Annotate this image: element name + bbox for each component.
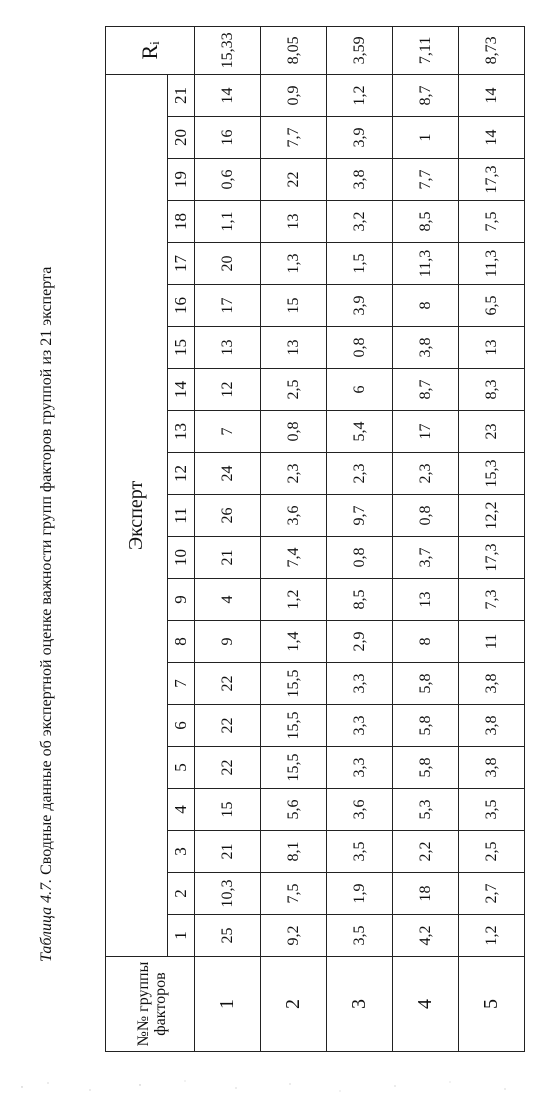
score-cell: 9,2 [261, 915, 327, 957]
score-cell: 15,5 [261, 747, 327, 789]
expert-table [105, 26, 525, 1052]
score-cell: 3,5 [459, 789, 525, 831]
score-cell: 15,5 [261, 705, 327, 747]
score-cell: 14 [195, 74, 261, 116]
score-cell: 4,2 [393, 915, 459, 957]
score-cell: 22 [195, 747, 261, 789]
score-cell: 2,9 [327, 621, 393, 663]
score-cell: 13 [459, 327, 525, 369]
score-cell: 7 [195, 411, 261, 453]
expert-number: 5 [168, 747, 195, 789]
score-cell: 15 [195, 789, 261, 831]
score-cell: 20 [195, 243, 261, 285]
score-cell: 1,2 [327, 74, 393, 116]
expert-number: 4 [168, 789, 195, 831]
score-cell: 3,7 [393, 537, 459, 579]
table-row [327, 26, 393, 1051]
expert-number: 1 [168, 915, 195, 957]
table-row [261, 26, 327, 1051]
score-cell: 13 [261, 327, 327, 369]
score-cell: 5,8 [393, 747, 459, 789]
table-body [195, 26, 525, 1051]
score-cell: 7,5 [459, 201, 525, 243]
score-cell: 11,3 [393, 243, 459, 285]
score-cell: 7,7 [261, 117, 327, 159]
score-cell: 15,5 [261, 663, 327, 705]
expert-header: Эксперт [106, 74, 168, 956]
score-cell: 3,9 [327, 285, 393, 327]
score-cell: 5,8 [393, 663, 459, 705]
expert-number: 21 [168, 74, 195, 116]
expert-number: 16 [168, 285, 195, 327]
expert-number: 10 [168, 537, 195, 579]
group-number-cell: 3 [327, 957, 393, 1052]
score-cell: 8,7 [393, 74, 459, 116]
score-cell: 3,9 [327, 117, 393, 159]
score-cell: 6 [327, 369, 393, 411]
score-cell: 9 [195, 621, 261, 663]
expert-number: 20 [168, 117, 195, 159]
score-cell: 8,5 [393, 201, 459, 243]
score-cell: 8,3 [459, 369, 525, 411]
score-cell: 1,3 [261, 243, 327, 285]
score-cell: 3,8 [393, 327, 459, 369]
score-cell: 3,3 [327, 663, 393, 705]
score-cell: 0,9 [261, 74, 327, 116]
caption-text: Сводные данные об экспертной оценке важности групп факторов группой из 21 эксперта [38, 266, 55, 879]
score-cell: 21 [195, 831, 261, 873]
score-cell: 18 [393, 873, 459, 915]
score-cell: 3,6 [261, 495, 327, 537]
expert-number: 13 [168, 411, 195, 453]
score-cell: 24 [195, 453, 261, 495]
table-row [459, 26, 525, 1051]
score-cell: 13 [393, 579, 459, 621]
expert-number: 7 [168, 663, 195, 705]
score-cell: 16 [195, 117, 261, 159]
score-cell: 9,7 [327, 495, 393, 537]
score-cell: 5,6 [261, 789, 327, 831]
score-cell: 13 [195, 327, 261, 369]
score-cell: 3,8 [459, 705, 525, 747]
r-header: Rᵢ [106, 26, 195, 74]
score-cell: 22 [195, 663, 261, 705]
r-value-cell: 8,05 [261, 26, 327, 74]
score-cell: 1,2 [261, 579, 327, 621]
score-cell: 2,5 [459, 831, 525, 873]
score-cell: 13 [261, 201, 327, 243]
score-cell: 3,8 [327, 159, 393, 201]
score-cell: 12 [195, 369, 261, 411]
score-cell: 0,8 [327, 537, 393, 579]
score-cell: 3,3 [327, 705, 393, 747]
score-cell: 3,8 [459, 747, 525, 789]
score-cell: 5,3 [393, 789, 459, 831]
expert-number: 15 [168, 327, 195, 369]
group-header: №№ группы факторов [106, 957, 195, 1052]
expert-number: 11 [168, 495, 195, 537]
expert-number: 2 [168, 873, 195, 915]
caption-label: Таблица 4.7. [38, 878, 55, 962]
score-cell: 5,8 [393, 705, 459, 747]
expert-number: 12 [168, 453, 195, 495]
r-value-cell: 8,73 [459, 26, 525, 74]
score-cell: 7,5 [261, 873, 327, 915]
score-cell: 22 [261, 159, 327, 201]
table-row [393, 26, 459, 1051]
score-cell: 6,5 [459, 285, 525, 327]
score-cell: 3,5 [327, 831, 393, 873]
score-cell: 1,5 [327, 243, 393, 285]
score-cell: 8,5 [327, 579, 393, 621]
table-row [195, 26, 261, 1051]
score-cell: 21 [195, 537, 261, 579]
expert-number: 14 [168, 369, 195, 411]
score-cell: 3,8 [459, 663, 525, 705]
score-cell: 3,6 [327, 789, 393, 831]
score-cell: 17,3 [459, 537, 525, 579]
r-value-cell: 3,59 [327, 26, 393, 74]
expert-table-wrapper [105, 27, 525, 1052]
score-cell: 1,1 [195, 201, 261, 243]
score-cell: 15,3 [459, 453, 525, 495]
score-cell: 10,3 [195, 873, 261, 915]
score-cell: 0,6 [195, 159, 261, 201]
group-number-cell: 4 [393, 957, 459, 1052]
score-cell: 7,4 [261, 537, 327, 579]
score-cell: 7,3 [459, 579, 525, 621]
scan-noise [0, 1075, 547, 1101]
score-cell: 7,7 [393, 159, 459, 201]
score-cell: 23 [459, 411, 525, 453]
score-cell: 1,4 [261, 621, 327, 663]
expert-number: 17 [168, 243, 195, 285]
score-cell: 14 [459, 117, 525, 159]
score-cell: 8,7 [393, 369, 459, 411]
score-cell: 2,2 [393, 831, 459, 873]
score-cell: 2,3 [261, 453, 327, 495]
score-cell: 3,5 [327, 915, 393, 957]
score-cell: 12,2 [459, 495, 525, 537]
group-number-cell: 2 [261, 957, 327, 1052]
score-cell: 15 [261, 285, 327, 327]
score-cell: 4 [195, 579, 261, 621]
group-number-cell: 5 [459, 957, 525, 1052]
score-cell: 0,8 [327, 327, 393, 369]
score-cell: 25 [195, 915, 261, 957]
score-cell: 8,1 [261, 831, 327, 873]
expert-number: 18 [168, 201, 195, 243]
score-cell: 11,3 [459, 243, 525, 285]
score-cell: 0,8 [261, 411, 327, 453]
expert-number: 3 [168, 831, 195, 873]
score-cell: 5,4 [327, 411, 393, 453]
score-cell: 17 [195, 285, 261, 327]
score-cell: 1,2 [459, 915, 525, 957]
score-cell: 11 [459, 621, 525, 663]
expert-number: 8 [168, 621, 195, 663]
score-cell: 22 [195, 705, 261, 747]
score-cell: 14 [459, 74, 525, 116]
score-cell: 3,2 [327, 201, 393, 243]
score-cell: 2,7 [459, 873, 525, 915]
score-cell: 17 [393, 411, 459, 453]
score-cell: 26 [195, 495, 261, 537]
r-value-cell: 7,11 [393, 26, 459, 74]
table-caption [38, 62, 56, 962]
score-cell: 1,9 [327, 873, 393, 915]
score-cell: 2,3 [393, 453, 459, 495]
score-cell: 2,5 [261, 369, 327, 411]
score-cell: 3,3 [327, 747, 393, 789]
score-cell: 2,3 [327, 453, 393, 495]
score-cell: 0,8 [393, 495, 459, 537]
expert-number: 19 [168, 159, 195, 201]
score-cell: 1 [393, 117, 459, 159]
expert-number: 9 [168, 579, 195, 621]
group-number-cell: 1 [195, 957, 261, 1052]
expert-number: 6 [168, 705, 195, 747]
score-cell: 8 [393, 621, 459, 663]
r-value-cell: 15,33 [195, 26, 261, 74]
score-cell: 8 [393, 285, 459, 327]
score-cell: 17,3 [459, 159, 525, 201]
